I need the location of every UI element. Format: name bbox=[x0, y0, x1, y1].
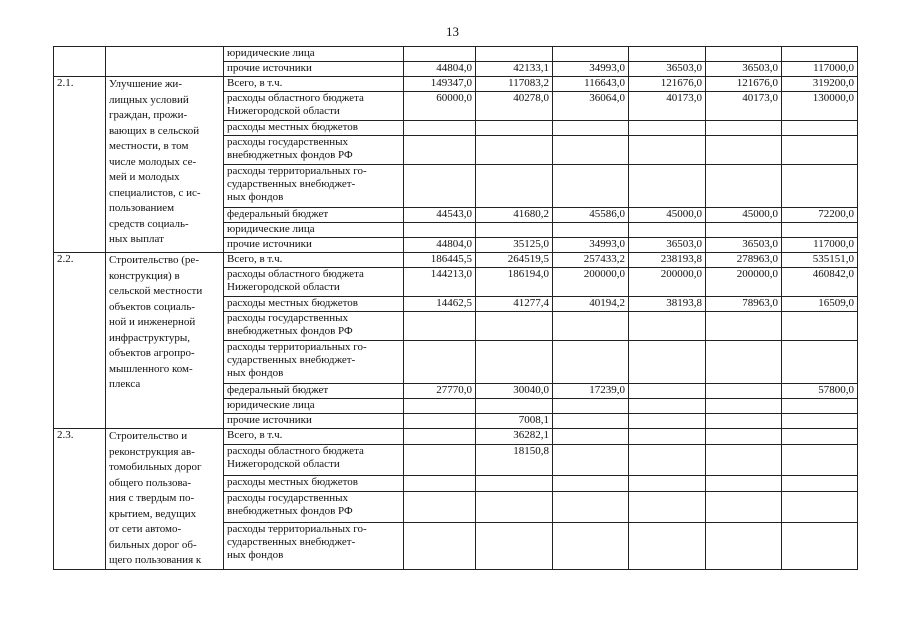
value-cell bbox=[553, 492, 629, 523]
table-row bbox=[54, 47, 858, 62]
funding-source-label: расходы областного бюджета Нижегородской области bbox=[224, 445, 404, 476]
value-cell bbox=[629, 492, 706, 523]
section-title-cell bbox=[106, 47, 224, 77]
value-cell bbox=[476, 121, 553, 136]
value-cell bbox=[404, 47, 476, 62]
funding-source-label: юридические лица bbox=[224, 399, 404, 414]
table-row bbox=[54, 253, 858, 268]
value-cell bbox=[404, 312, 476, 341]
value-cell bbox=[706, 384, 782, 399]
value-cell: 60000,0 bbox=[404, 92, 476, 121]
funding-source-label: расходы территориальных го- сударственных внебюджет- ных фондов bbox=[224, 523, 404, 569]
value-cell bbox=[629, 165, 706, 208]
value-cell bbox=[782, 165, 858, 208]
value-cell: 44804,0 bbox=[404, 238, 476, 253]
value-cell: 78963,0 bbox=[706, 297, 782, 312]
value-cell bbox=[553, 165, 629, 208]
value-cell bbox=[706, 492, 782, 523]
funding-source-label: Всего, в т.ч. bbox=[224, 253, 404, 268]
funding-source-label: расходы областного бюджета Нижегородской области bbox=[224, 268, 404, 297]
value-cell bbox=[706, 399, 782, 414]
value-cell bbox=[706, 121, 782, 136]
value-cell bbox=[553, 136, 629, 165]
value-cell: 121676,0 bbox=[706, 77, 782, 92]
value-cell: 186194,0 bbox=[476, 268, 553, 297]
value-cell bbox=[404, 136, 476, 165]
value-cell: 257433,2 bbox=[553, 253, 629, 268]
value-cell bbox=[782, 312, 858, 341]
value-cell: 40173,0 bbox=[706, 92, 782, 121]
value-cell bbox=[553, 341, 629, 384]
value-cell bbox=[553, 429, 629, 445]
value-cell bbox=[629, 121, 706, 136]
value-cell bbox=[629, 312, 706, 341]
section-title: Строительство (ре- конструкция) в сельской местности объектов социаль- ной и инженерной инфраструктуры, объектов агропро- мышленного ком- плекса bbox=[106, 253, 224, 429]
value-cell bbox=[629, 414, 706, 429]
value-cell bbox=[706, 429, 782, 445]
value-cell: 278963,0 bbox=[706, 253, 782, 268]
value-cell bbox=[476, 223, 553, 238]
value-cell: 200000,0 bbox=[629, 268, 706, 297]
value-cell bbox=[404, 492, 476, 523]
value-cell bbox=[553, 523, 629, 569]
value-cell: 117000,0 bbox=[782, 62, 858, 77]
value-cell bbox=[782, 476, 858, 492]
value-cell bbox=[782, 136, 858, 165]
value-cell: 36503,0 bbox=[629, 62, 706, 77]
funding-source-label: прочие источники bbox=[224, 414, 404, 429]
value-cell bbox=[706, 341, 782, 384]
value-cell bbox=[782, 47, 858, 62]
funding-source-label: расходы территориальных го- сударственных внебюджет- ных фондов bbox=[224, 165, 404, 208]
value-cell: 200000,0 bbox=[553, 268, 629, 297]
value-cell bbox=[629, 445, 706, 476]
value-cell bbox=[553, 399, 629, 414]
value-cell: 40194,2 bbox=[553, 297, 629, 312]
budget-table bbox=[53, 46, 858, 570]
value-cell: 36064,0 bbox=[553, 92, 629, 121]
value-cell bbox=[706, 165, 782, 208]
value-cell: 57800,0 bbox=[782, 384, 858, 399]
value-cell: 30040,0 bbox=[476, 384, 553, 399]
value-cell bbox=[404, 476, 476, 492]
value-cell: 117083,2 bbox=[476, 77, 553, 92]
value-cell bbox=[476, 136, 553, 165]
funding-source-label: прочие источники bbox=[224, 238, 404, 253]
funding-source-label: федеральный бюджет bbox=[224, 384, 404, 399]
value-cell bbox=[553, 414, 629, 429]
value-cell bbox=[706, 523, 782, 569]
section-index: 2.1. bbox=[54, 77, 106, 253]
value-cell bbox=[782, 445, 858, 476]
value-cell: 130000,0 bbox=[782, 92, 858, 121]
value-cell bbox=[553, 47, 629, 62]
funding-source-label: расходы государственных внебюджетных фондов РФ bbox=[224, 136, 404, 165]
value-cell: 35125,0 bbox=[476, 238, 553, 253]
value-cell bbox=[553, 476, 629, 492]
value-cell: 34993,0 bbox=[553, 238, 629, 253]
value-cell: 38193,8 bbox=[629, 297, 706, 312]
value-cell bbox=[404, 121, 476, 136]
funding-source-label: прочие источники bbox=[224, 62, 404, 77]
value-cell bbox=[476, 492, 553, 523]
value-cell bbox=[706, 47, 782, 62]
value-cell bbox=[404, 341, 476, 384]
value-cell bbox=[404, 445, 476, 476]
value-cell: 200000,0 bbox=[706, 268, 782, 297]
funding-source-label: расходы областного бюджета Нижегородской области bbox=[224, 92, 404, 121]
value-cell: 238193,8 bbox=[629, 253, 706, 268]
value-cell bbox=[706, 476, 782, 492]
page-number: 13 bbox=[446, 24, 459, 39]
value-cell bbox=[782, 223, 858, 238]
value-cell: 40278,0 bbox=[476, 92, 553, 121]
value-cell: 44543,0 bbox=[404, 208, 476, 223]
funding-source-label: расходы территориальных го- сударственных внебюджет- ных фондов bbox=[224, 341, 404, 384]
funding-source-label: юридические лица bbox=[224, 47, 404, 62]
value-cell: 41680,2 bbox=[476, 208, 553, 223]
value-cell bbox=[404, 523, 476, 569]
funding-source-label: расходы государственных внебюджетных фондов РФ bbox=[224, 312, 404, 341]
value-cell: 460842,0 bbox=[782, 268, 858, 297]
value-cell bbox=[404, 414, 476, 429]
value-cell: 264519,5 bbox=[476, 253, 553, 268]
value-cell: 18150,8 bbox=[476, 445, 553, 476]
value-cell: 40173,0 bbox=[629, 92, 706, 121]
value-cell: 16509,0 bbox=[782, 297, 858, 312]
value-cell: 121676,0 bbox=[629, 77, 706, 92]
value-cell bbox=[476, 47, 553, 62]
value-cell bbox=[553, 312, 629, 341]
value-cell: 186445,5 bbox=[404, 253, 476, 268]
value-cell: 117000,0 bbox=[782, 238, 858, 253]
funding-source-label: расходы местных бюджетов bbox=[224, 476, 404, 492]
funding-source-label: расходы местных бюджетов bbox=[224, 121, 404, 136]
value-cell: 535151,0 bbox=[782, 253, 858, 268]
value-cell: 44804,0 bbox=[404, 62, 476, 77]
value-cell: 17239,0 bbox=[553, 384, 629, 399]
value-cell bbox=[404, 399, 476, 414]
section-title: Строительство и реконструкция ав- томобильных дорог общего пользова- ния с твердым по- крытием, ведущих от сети автомо- бильных дорог об- щего пользования к bbox=[106, 429, 224, 570]
value-cell: 42133,1 bbox=[476, 62, 553, 77]
value-cell bbox=[782, 414, 858, 429]
value-cell: 7008,1 bbox=[476, 414, 553, 429]
value-cell: 36503,0 bbox=[706, 62, 782, 77]
value-cell bbox=[782, 121, 858, 136]
value-cell bbox=[629, 384, 706, 399]
value-cell bbox=[629, 476, 706, 492]
value-cell: 27770,0 bbox=[404, 384, 476, 399]
value-cell: 45000,0 bbox=[706, 208, 782, 223]
value-cell bbox=[476, 312, 553, 341]
value-cell bbox=[404, 429, 476, 445]
value-cell: 14462,5 bbox=[404, 297, 476, 312]
value-cell bbox=[706, 136, 782, 165]
value-cell: 319200,0 bbox=[782, 77, 858, 92]
value-cell bbox=[706, 223, 782, 238]
value-cell bbox=[629, 399, 706, 414]
value-cell bbox=[476, 341, 553, 384]
value-cell bbox=[782, 492, 858, 523]
value-cell: 45000,0 bbox=[629, 208, 706, 223]
value-cell: 34993,0 bbox=[553, 62, 629, 77]
value-cell bbox=[553, 445, 629, 476]
funding-source-label: юридические лица bbox=[224, 223, 404, 238]
value-cell bbox=[476, 523, 553, 569]
value-cell bbox=[404, 223, 476, 238]
value-cell: 41277,4 bbox=[476, 297, 553, 312]
section-index: 2.2. bbox=[54, 253, 106, 429]
funding-source-label: расходы местных бюджетов bbox=[224, 297, 404, 312]
value-cell: 36503,0 bbox=[629, 238, 706, 253]
funding-source-label: Всего, в т.ч. bbox=[224, 77, 404, 92]
funding-source-label: Всего, в т.ч. bbox=[224, 429, 404, 445]
value-cell bbox=[629, 341, 706, 384]
value-cell: 72200,0 bbox=[782, 208, 858, 223]
value-cell bbox=[782, 523, 858, 569]
section-index-cell bbox=[54, 47, 106, 77]
funding-source-label: федеральный бюджет bbox=[224, 208, 404, 223]
value-cell bbox=[629, 429, 706, 445]
value-cell bbox=[404, 165, 476, 208]
value-cell bbox=[476, 165, 553, 208]
value-cell bbox=[782, 341, 858, 384]
section-index: 2.3. bbox=[54, 429, 106, 570]
value-cell bbox=[629, 523, 706, 569]
table-row bbox=[54, 429, 858, 445]
table-row bbox=[54, 77, 858, 92]
value-cell: 144213,0 bbox=[404, 268, 476, 297]
section-title: Улучшение жи- лищных условий граждан, прожи- вающих в сельской местности, в том числе молодых се- мей и молодых специалистов, с ис- пользованием средств социаль- ных выплат bbox=[106, 77, 224, 253]
value-cell bbox=[476, 476, 553, 492]
value-cell: 36282,1 bbox=[476, 429, 553, 445]
value-cell: 45586,0 bbox=[553, 208, 629, 223]
value-cell bbox=[629, 47, 706, 62]
value-cell bbox=[553, 121, 629, 136]
funding-source-label: расходы государственных внебюджетных фондов РФ bbox=[224, 492, 404, 523]
value-cell: 149347,0 bbox=[404, 77, 476, 92]
value-cell bbox=[782, 399, 858, 414]
value-cell bbox=[629, 223, 706, 238]
value-cell bbox=[706, 414, 782, 429]
value-cell bbox=[706, 312, 782, 341]
value-cell bbox=[782, 429, 858, 445]
value-cell: 36503,0 bbox=[706, 238, 782, 253]
value-cell bbox=[629, 136, 706, 165]
value-cell bbox=[553, 223, 629, 238]
value-cell bbox=[706, 445, 782, 476]
value-cell bbox=[476, 399, 553, 414]
value-cell: 116643,0 bbox=[553, 77, 629, 92]
